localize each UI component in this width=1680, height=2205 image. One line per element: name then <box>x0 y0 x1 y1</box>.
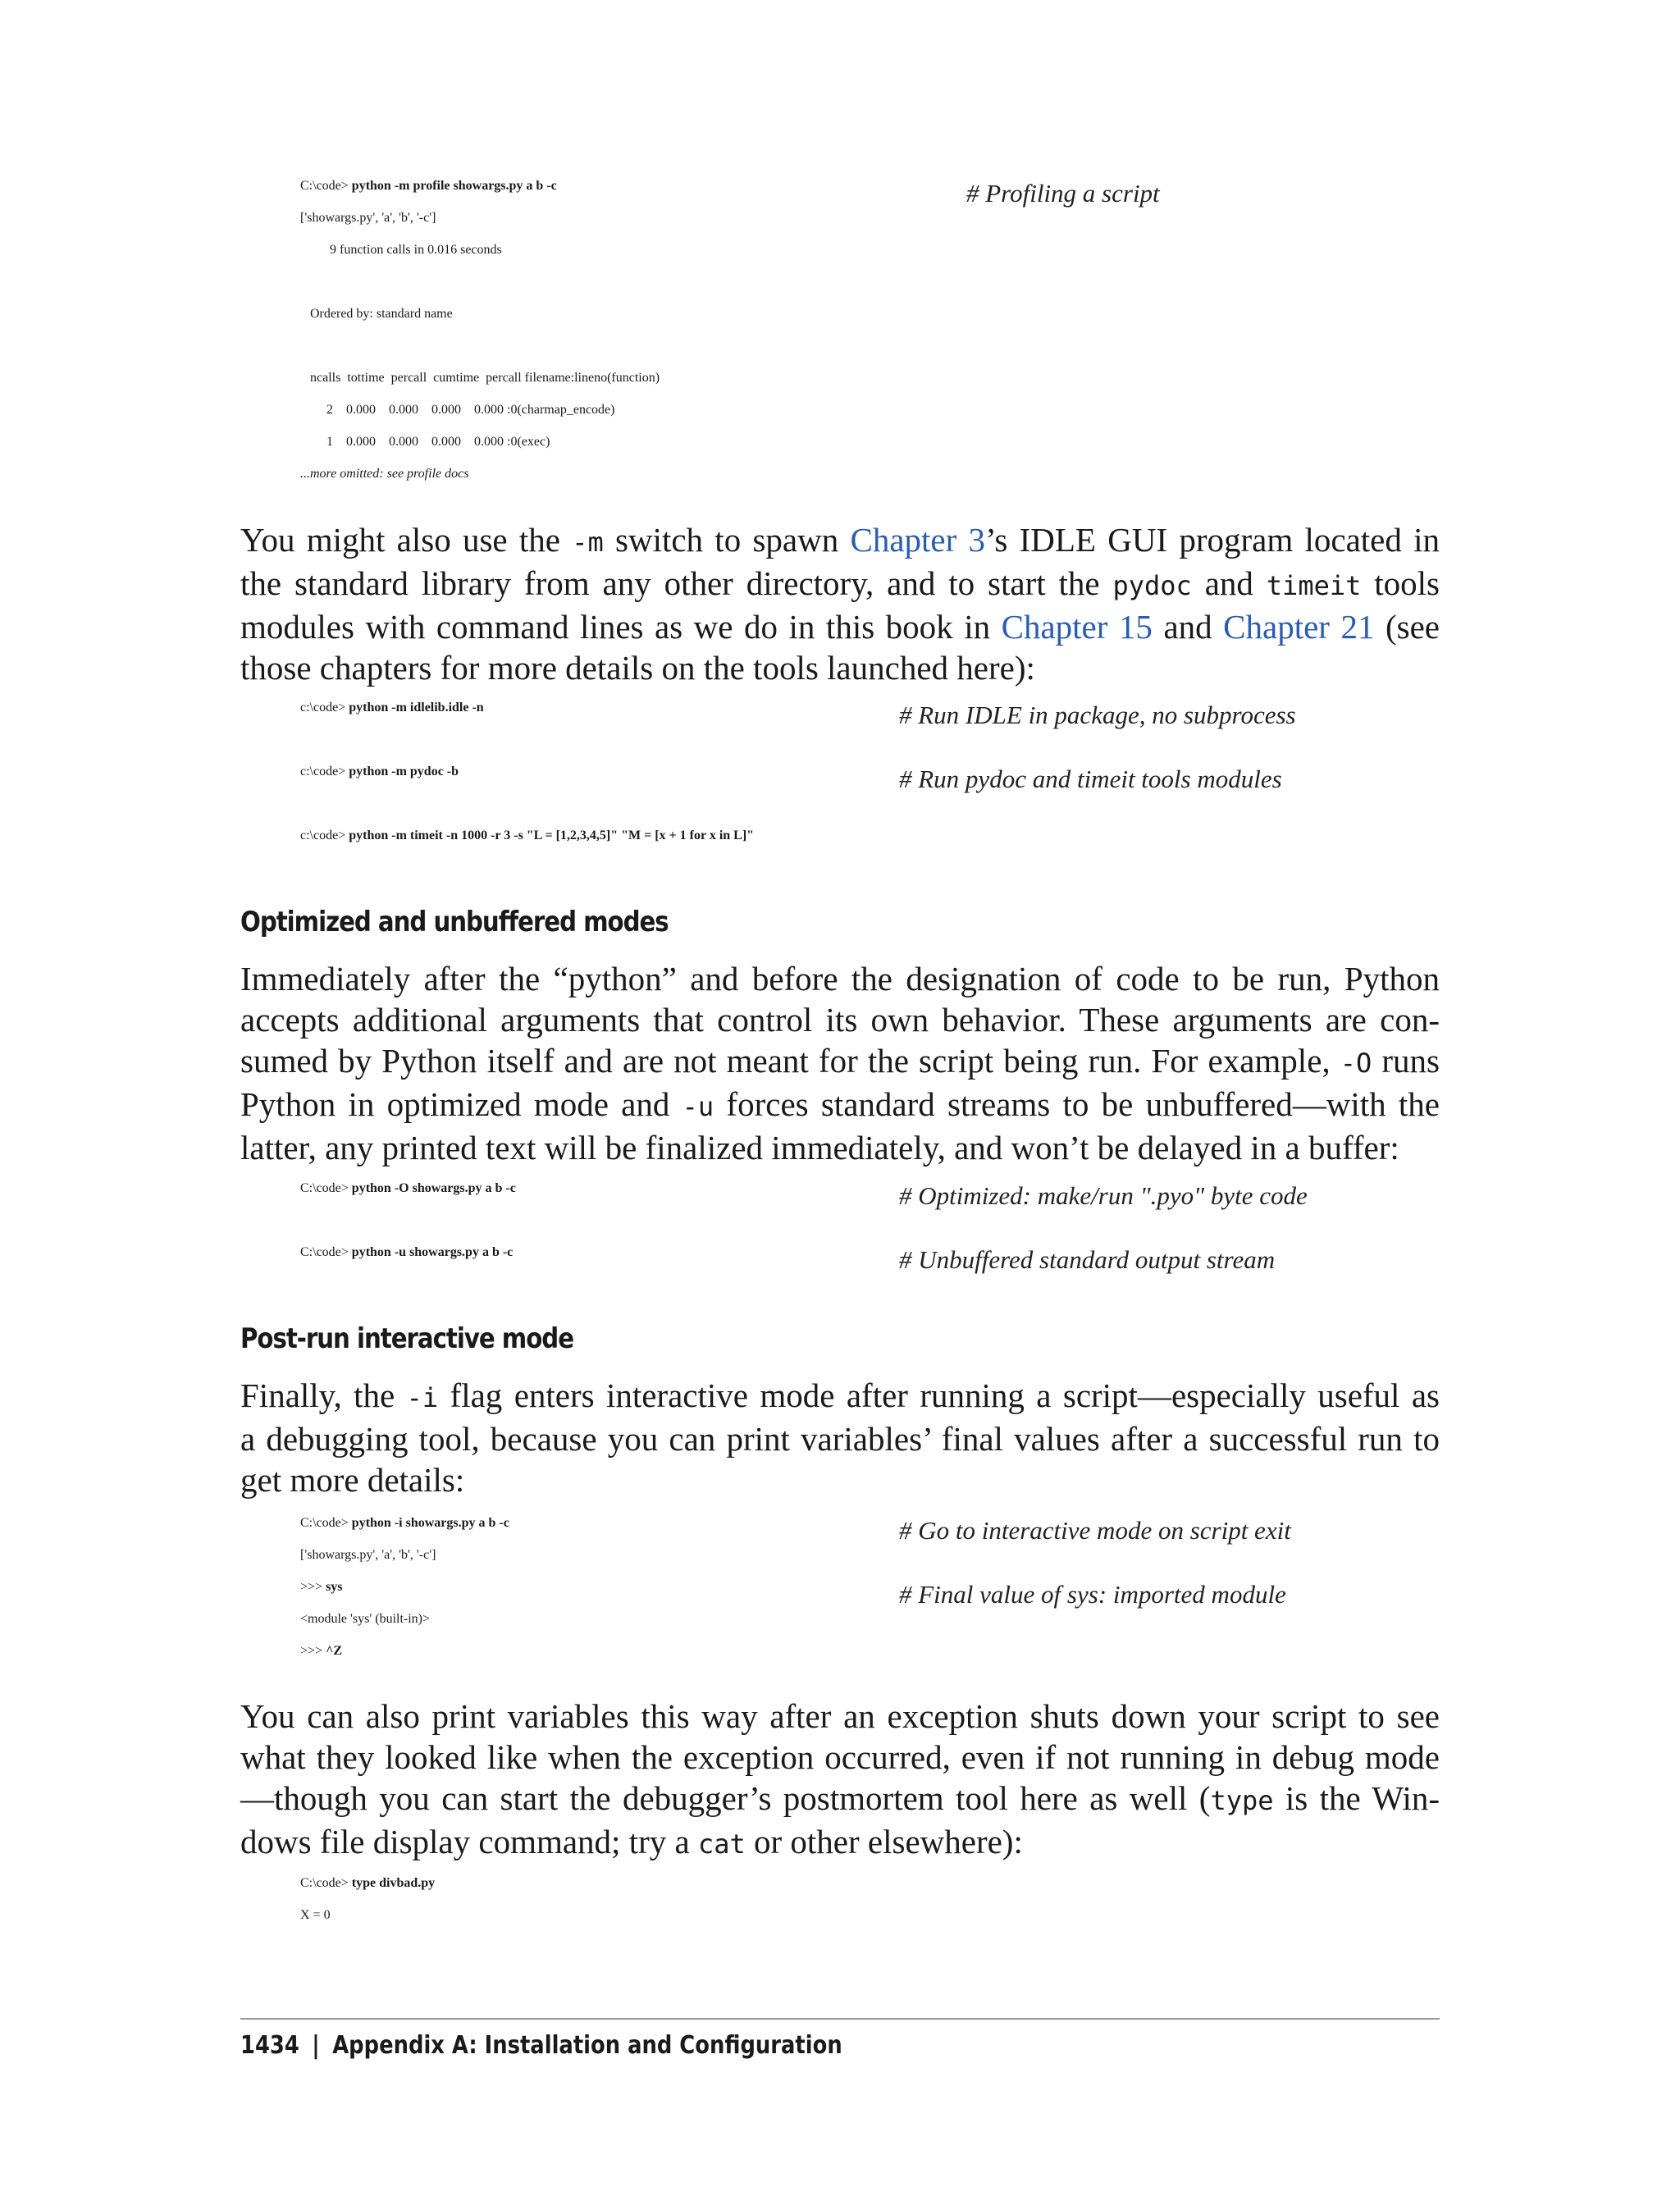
code-block-m-switch <box>300 701 1296 861</box>
code-line <box>300 1213 516 1245</box>
code-line: c:\code> python -m pydoc -b # Run pydoc and timeit tools modules <box>300 765 1282 793</box>
paragraph-exception: You can also print variables this way after an exception shuts down your script to see what they looked like when the exception occurred, even if not running in debug mode —though you can start the debugger’s postmortem tool here as well (type is the Win- dows file display command; try a cat or other elsewhere): <box>240 1697 1440 1860</box>
code-line: <module 'sys' (built-in)> <box>300 1612 431 1626</box>
code-line: X = 0 <box>300 1908 331 1922</box>
footer-divider <box>240 2018 1440 2020</box>
code-block-type <box>300 1876 435 1940</box>
code-line: ['showargs.py', 'a', 'b', '-c'] <box>300 211 436 225</box>
code-line: Ordered by: standard name <box>300 307 453 321</box>
code-comment: # Profiling a script <box>966 179 1160 208</box>
code-block-interactive <box>300 1516 1291 1676</box>
code-block-optimized <box>300 1181 1308 1277</box>
chapter-link[interactable]: Chapter 3 <box>850 521 986 559</box>
code-line: c:\code> python -m timeit -n 1000 -r 3 -s "L = [1,2,3,4,5]" "M = [x + 1 for x in L]" <box>300 829 755 842</box>
code-line: C:\code> python -i showargs.py a b -c # Go to interactive mode on script exit <box>300 1516 1291 1545</box>
code-line: >>> ^Z <box>300 1644 343 1658</box>
page-footer <box>240 2031 842 2060</box>
code-line: C:\code> python -O showargs.py a b -c # Optimized: make/run ".pyo" byte code <box>300 1181 1308 1210</box>
code-comment: # Run IDLE in package, no subprocess <box>899 701 1296 729</box>
code-line: >>> sys # Final value of sys: imported module <box>300 1580 1286 1609</box>
code-line: c:\code> python -m idlelib.idle -n # Run IDLE in package, no subprocess <box>300 701 1296 729</box>
paragraph-interactive: Finally, the -i flag enters interactive mode after running a script—especially useful as a debugging tool, because you can print variables’ final values after a successful run to get more details: <box>240 1376 1440 1499</box>
code-line: 2 0.000 0.000 0.000 0.000 :0(charmap_encode) <box>300 403 615 417</box>
code-line <box>300 733 754 765</box>
code-line: ncalls tottime percall cumtime percall filename:lineno(function) <box>300 371 660 385</box>
code-line <box>300 339 660 371</box>
code-line: C:\code> type divbad.py <box>300 1876 436 1890</box>
code-comment: # Optimized: make/run ".pyo" byte code <box>899 1181 1308 1210</box>
code-line: 9 function calls in 0.016 seconds <box>300 243 502 257</box>
code-line: C:\code> python -m profile showargs.py a b -c # Profiling a script <box>300 179 1160 208</box>
code-comment: # Final value of sys: imported module <box>899 1580 1286 1609</box>
chapter-title: Appendix A: Installation and Configuration <box>332 2031 842 2060</box>
chapter-link[interactable]: Chapter 15 <box>1001 608 1153 646</box>
code-line: C:\code> python -u showargs.py a b -c # Unbuffered standard output stream <box>300 1245 1276 1274</box>
paragraph-optimized: Immediately after the “python” and before the designation of code to be run, Python accepts additional arguments that control its own behavior. These arguments are con- sumed by Python itself and are not meant for the script being run. For example, -O runs Python in optimized mode and -u forces standard streams to be unbuffered—with the latter, any printed text will be finalized immediately, and won’t be delayed in a buffer: <box>240 960 1440 1166</box>
chapter-link[interactable]: Chapter 21 <box>1223 608 1375 646</box>
code-comment: # Run pydoc and timeit tools modules <box>899 765 1282 793</box>
code-comment: # Go to interactive mode on script exit <box>899 1516 1291 1545</box>
footer-separator: | <box>312 2031 320 2060</box>
code-line <box>300 275 660 307</box>
section-heading: Optimized and unbuffered modes <box>240 906 669 938</box>
code-comment: # Unbuffered standard output stream <box>899 1245 1276 1274</box>
code-line: 1 0.000 0.000 0.000 0.000 :0(exec) <box>300 435 550 449</box>
paragraph-m-switch: You might also use the -m switch to spawn Chapter 3’s IDLE GUI program located in the standard library from any other directory, and to start the pydoc and timeit tools modules with command lines as we do in this book in Chapter 15 and Chapter 21 (see those chapters for more details on the tools launched here): <box>240 521 1440 687</box>
code-line <box>300 797 754 829</box>
code-block-profile <box>300 179 1160 499</box>
code-line: ['showargs.py', 'a', 'b', '-c'] <box>300 1548 436 1562</box>
code-line: ...more omitted: see profile docs <box>300 467 469 481</box>
section-heading: Post-run interactive mode <box>240 1322 574 1355</box>
page-number: 1434 <box>240 2031 299 2060</box>
